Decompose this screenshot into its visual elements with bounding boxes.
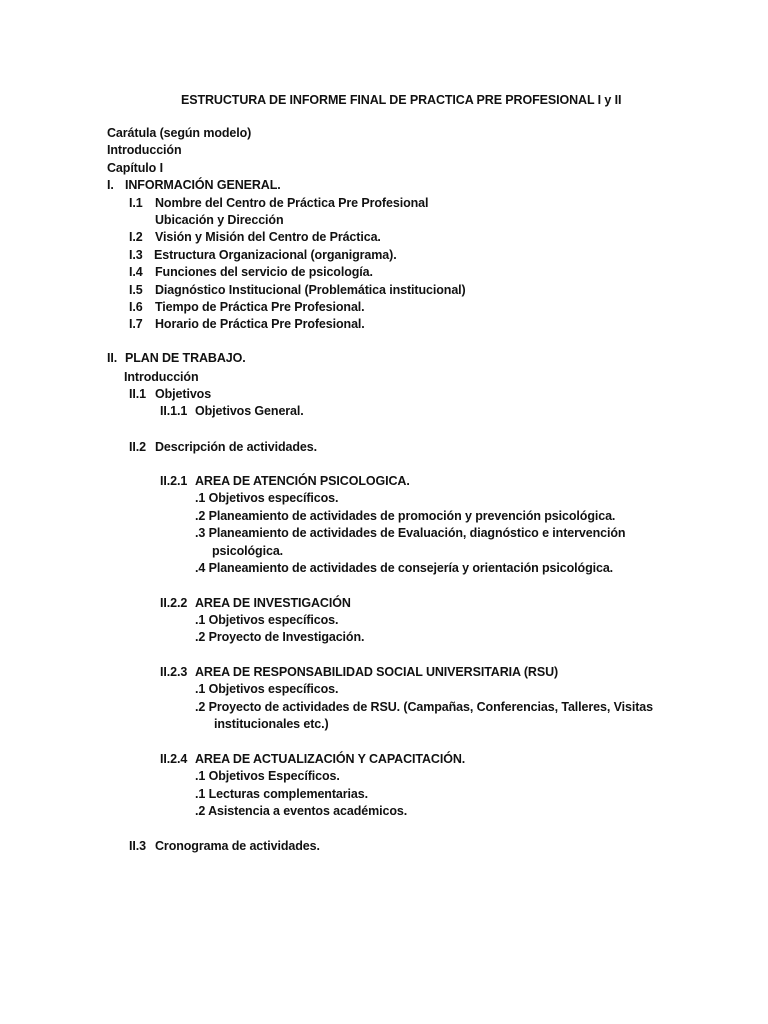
item-label: Visión y Misión del Centro de Práctica.	[155, 230, 381, 244]
area-subitem: .1 Objetivos específicos.	[195, 491, 339, 505]
objectives-heading	[129, 386, 211, 403]
area-subitem: .2 Planeamiento de actividades de promoción y prevención psicológica.	[195, 509, 616, 523]
item-number: II.2	[129, 440, 146, 454]
section-1-item	[129, 195, 428, 212]
item-label: Descripción de actividades.	[155, 440, 317, 454]
section-1-item	[129, 247, 397, 264]
section-1-heading	[107, 177, 281, 194]
area-subitem-continuation: psicológica.	[212, 544, 284, 558]
area-subitem: .2 Proyecto de actividades de RSU. (Campañas, Conferencias, Talleres, Visitas	[195, 700, 653, 714]
item-label: Horario de Práctica Pre Profesional.	[155, 317, 365, 331]
item-number: I.6	[129, 300, 143, 314]
area-heading	[160, 473, 410, 490]
item-number: II.1	[129, 387, 146, 401]
activities-heading	[129, 439, 317, 456]
objectives-general	[160, 403, 304, 420]
section-2-label: PLAN DE TRABAJO.	[125, 351, 246, 365]
area-subitem: .1 Objetivos específicos.	[195, 613, 339, 627]
item-label: Nombre del Centro de Práctica Pre Profesional	[155, 196, 429, 210]
area-number: II.2.2	[160, 596, 188, 610]
area-subitem: .1 Objetivos Específicos.	[195, 769, 340, 783]
area-number: II.2.3	[160, 665, 188, 679]
item-number: I.4	[129, 265, 143, 279]
item-label: Funciones del servicio de psicología.	[155, 265, 373, 279]
section-1-item	[129, 316, 365, 333]
area-subitem-continuation: institucionales etc.)	[214, 717, 329, 731]
section-1-item	[129, 299, 365, 316]
section-1-item	[129, 282, 466, 299]
section-1-item-continuation: Ubicación y Dirección	[155, 213, 284, 227]
item-label: Tiempo de Práctica Pre Profesional.	[155, 300, 365, 314]
section-2-heading	[107, 350, 246, 367]
item-label: Diagnóstico Institucional (Problemática institucional)	[155, 283, 466, 297]
area-subitem: .2 Proyecto de Investigación.	[195, 630, 365, 644]
item-label: Estructura Organizacional (organigrama).	[154, 248, 397, 262]
front-caratula: Carátula (según modelo)	[107, 126, 252, 140]
area-number: II.2.4	[160, 752, 188, 766]
front-capitulo: Capítulo I	[107, 161, 163, 175]
section-1-label: INFORMACIÓN GENERAL.	[125, 178, 281, 192]
area-heading	[160, 664, 558, 681]
item-label: Objetivos General.	[195, 404, 304, 418]
area-heading	[160, 595, 351, 612]
section-1-number: I.	[107, 178, 114, 192]
item-label: Cronograma de actividades.	[155, 839, 320, 853]
area-heading	[160, 751, 465, 768]
area-subitem: .3 Planeamiento de actividades de Evaluación, diagnóstico e intervención	[195, 526, 626, 540]
document-title: ESTRUCTURA DE INFORME FINAL DE PRACTICA PRE PROFESIONAL I y II	[181, 93, 622, 107]
section-2-intro: Introducción	[124, 370, 199, 384]
area-number: II.2.1	[160, 474, 188, 488]
item-number: I.5	[129, 283, 143, 297]
section-1-item	[129, 264, 373, 281]
item-number: I.2	[129, 230, 143, 244]
item-number: II.1.1	[160, 404, 188, 418]
area-subitem: .1 Lecturas complementarias.	[195, 787, 368, 801]
item-number: I.1	[129, 196, 143, 210]
item-number: I.3	[129, 248, 143, 262]
area-label: AREA DE ACTUALIZACIÓN Y CAPACITACIÓN.	[195, 752, 466, 766]
item-number: I.7	[129, 317, 143, 331]
area-subitem: .4 Planeamiento de actividades de consejería y orientación psicológica.	[195, 561, 614, 575]
area-label: AREA DE ATENCIÓN PSICOLOGICA.	[195, 474, 410, 488]
area-label: AREA DE INVESTIGACIÓN	[195, 596, 351, 610]
area-label: AREA DE RESPONSABILIDAD SOCIAL UNIVERSITARIA (RSU)	[195, 665, 559, 679]
section-1-item	[129, 229, 381, 246]
item-number: II.3	[129, 839, 146, 853]
item-label: Objetivos	[155, 387, 212, 401]
section-2-number: II.	[107, 351, 118, 365]
front-introduccion: Introducción	[107, 143, 182, 157]
schedule-heading	[129, 838, 320, 855]
area-subitem: .1 Objetivos específicos.	[195, 682, 339, 696]
area-subitem: .2 Asistencia a eventos académicos.	[195, 804, 408, 818]
